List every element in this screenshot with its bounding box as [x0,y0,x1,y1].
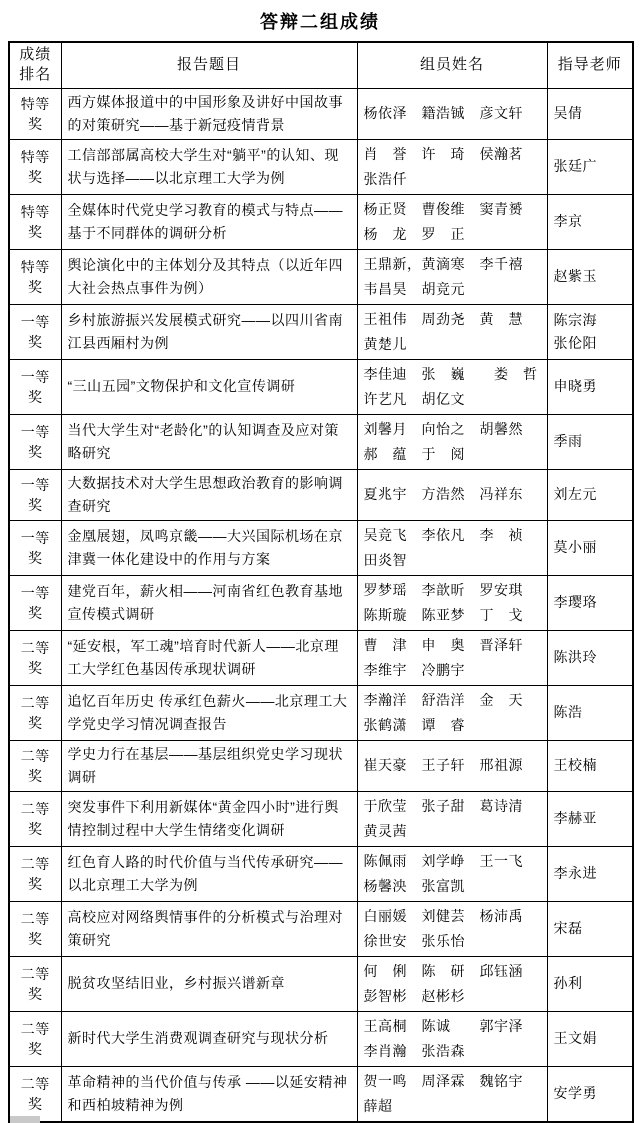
report-title-cell [61,575,357,630]
table-row [9,520,633,575]
report-title-text: 突发事件下利用新媒体“黄金四小时”进行舆情控制过程中大学生情绪变化调研 [67,798,339,838]
member-line: 田炎智 [363,551,407,568]
members-cell [357,1066,547,1122]
report-title-cell [61,414,357,469]
member-line: 王高桐 陈诚 郭宇泽 [363,1017,523,1034]
report-title-cell [61,630,357,685]
report-title-text: 乡村旅游振兴发展模式研究——以四川省南江县西厢村为例 [67,311,343,351]
report-title-cell [61,740,357,791]
table-row [9,791,633,846]
table-row [9,575,633,630]
report-title-text: 高校应对网络舆情事件的分析模式与治理对策研究 [67,908,343,948]
member-line: 吴竞飞 李依凡 李 祯 [363,526,523,543]
col-header-members: 组员姓名 [357,42,547,88]
advisor-cell [547,359,633,414]
advisor-cell [547,791,633,846]
member-line: 夏兆宇 方浩然 冯祥东 [363,486,523,502]
member-line: 薛超 [363,1097,393,1114]
rank-cell: 二等奖 [9,1066,61,1122]
member-line: 曹 津 申 奥 晋泽轩 [363,636,523,653]
advisor-cell [547,88,633,139]
members-cell [357,194,547,249]
member-line: 李佳迪 张 巍 娄 哲 [363,365,538,382]
advisor-cell [547,1011,633,1066]
table-row [9,359,633,414]
advisor-line: 宋磊 [553,920,583,936]
table-row [9,304,633,359]
member-line: 陈佩雨 刘学峥 王一飞 [363,852,523,869]
table-row [9,88,633,139]
member-line: 李维宇 冷鹏宇 [363,661,465,678]
advisor-cell [547,685,633,740]
advisor-cell [547,846,633,901]
member-line: 刘馨月 向怡之 胡馨然 [363,420,523,437]
results-table [8,41,634,1123]
advisor-line: 陈洪玲 [553,649,597,665]
members-cell [357,359,547,414]
table-row [9,194,633,249]
members-cell [357,469,547,520]
table-body [9,88,633,1122]
table-row [9,901,633,956]
rank-cell: 特等奖 [9,139,61,194]
advisor-cell [547,139,633,194]
advisor-line: 王文娟 [553,1030,597,1046]
report-title-text: 舆论演化中的主体划分及其特点（以近年四大社会热点事件为例） [67,256,343,296]
report-title-cell [61,1011,357,1066]
table-row [9,469,633,520]
members-cell [357,791,547,846]
report-title-cell [61,901,357,956]
members-cell [357,630,547,685]
members-cell [357,740,547,791]
advisor-line: 刘左元 [553,486,597,502]
advisor-cell [547,249,633,304]
advisor-cell [547,575,633,630]
rank-cell: 一等奖 [9,469,61,520]
rank-cell: 一等奖 [9,414,61,469]
page-title: 答辩二组成绩 [260,12,380,32]
members-cell [357,520,547,575]
members-cell [357,685,547,740]
member-line: 崔天豪 王子轩 邢祖源 [363,757,523,773]
rank-cell: 特等奖 [9,88,61,139]
advisor-line: 张廷广 [553,158,597,174]
advisor-line: 张伦阳 [553,334,597,351]
member-line: 韦昌昊 胡竞元 [363,280,465,297]
report-title-cell [61,1066,357,1122]
report-title-text: 新时代大学生消费观调查研究与现状分析 [67,1030,329,1046]
members-cell [357,846,547,901]
rank-cell: 二等奖 [9,791,61,846]
table-row [9,685,633,740]
advisor-cell [547,1066,633,1122]
member-line: 张浩仟 [363,170,407,187]
col-header-advisor: 指导老师 [547,42,633,88]
report-title-text: 当代大学生对“老龄化”的认知调查及应对策略研究 [67,421,339,461]
advisor-cell [547,520,633,575]
col-header-report-title: 报告题目 [61,42,357,88]
report-title-cell [61,249,357,304]
report-title-text: 追忆百年历史 传承红色薪火——北京理工大学党史学习情况调查报告 [67,692,348,732]
member-line: 许艺凡 胡亿文 [363,390,465,407]
member-line: 李瀚洋 舒浩洋 金 天 [363,691,523,708]
report-title-text: 西方媒体报道中的中国形象及讲好中国故事的对策研究——基于新冠疫情背景 [67,93,343,133]
members-cell [357,88,547,139]
report-title-text: 学史力行在基层——基层组织党史学习现状调研 [67,745,343,785]
member-line: 陈斯璇 陈亚梦 丁 戈 [363,606,523,623]
member-line: 何 俐 陈 研 邱钰涵 [363,962,523,979]
member-line: 李肖瀚 张浩森 [363,1042,465,1059]
report-title-cell [61,791,357,846]
report-title-cell [61,304,357,359]
table-row [9,740,633,791]
rank-cell: 一等奖 [9,520,61,575]
report-title-text: 红色育人路的时代价值与当代传承研究——以北京理工大学为例 [67,853,343,893]
rank-cell: 一等奖 [9,575,61,630]
members-cell [357,1011,547,1066]
member-line: 杨正贤 曹俊维 窦青赟 [363,200,523,217]
advisor-cell [547,740,633,791]
table-row [9,249,633,304]
rank-cell: 一等奖 [9,304,61,359]
rank-cell: 二等奖 [9,630,61,685]
report-title-text: 建党百年，薪火相——河南省红色教育基地宣传模式调研 [67,582,343,622]
rank-cell: 二等奖 [9,740,61,791]
rank-cell: 特等奖 [9,194,61,249]
member-line: 罗梦瑶 李歆昕 罗安琪 [363,581,523,598]
advisor-line: 李京 [553,213,583,229]
rank-cell: 二等奖 [9,846,61,901]
rank-cell: 一等奖 [9,359,61,414]
member-line: 贺一鸣 周泽霖 魏铭宇 [363,1072,523,1089]
table-row [9,414,633,469]
col-header-rank: 成绩排名 [9,42,61,88]
member-line: 杨馨泱 张富凯 [363,877,465,894]
scan-artifact [10,1116,40,1123]
report-title-cell [61,359,357,414]
advisor-line: 赵紫玉 [553,268,597,284]
advisor-line: 李璎珞 [553,594,597,610]
advisor-cell [547,901,633,956]
header-row [9,42,633,88]
rank-cell: 二等奖 [9,685,61,740]
report-title-text: 全媒体时代党史学习教育的模式与特点——基于不同群体的调研分析 [67,201,343,241]
advisor-cell [547,194,633,249]
member-line: 徐世安 张乐怡 [363,932,465,949]
report-title-text: 金凰展翅，凤鸣京畿——大兴国际机场在京津冀一体化建设中的作用与方案 [67,527,343,567]
advisor-line: 季雨 [553,433,583,449]
advisor-line: 李赫亚 [553,810,597,826]
member-line: 王鼎新，黄滴寒 李千禧 [363,255,523,272]
member-line: 肖 誉 许 琦 侯瀚茗 [363,145,523,162]
advisor-line: 陈宗海 [553,311,597,328]
table-row [9,139,633,194]
advisor-line: 安学勇 [553,1085,597,1101]
members-cell [357,304,547,359]
member-line: 郝 蕴 于 阅 [363,445,465,462]
advisor-line: 王校楠 [553,757,597,773]
advisor-cell [547,469,633,520]
rank-cell: 二等奖 [9,956,61,1011]
advisor-cell [547,956,633,1011]
report-title-cell [61,88,357,139]
advisor-line: 申晓勇 [553,378,597,394]
table-row [9,1066,633,1122]
rank-cell: 二等奖 [9,1011,61,1066]
advisor-cell [547,304,633,359]
member-line: 于欣莹 张子甜 葛诗清 [363,797,523,814]
members-cell [357,901,547,956]
members-cell [357,956,547,1011]
advisor-line: 莫小丽 [553,539,597,555]
members-cell [357,575,547,630]
report-title-cell [61,469,357,520]
report-title-text: “三山五园”文物保护和文化宣传调研 [67,378,296,394]
members-cell [357,414,547,469]
table-row [9,1011,633,1066]
report-title-cell [61,685,357,740]
member-line: 白丽媛 刘健芸 杨沛禹 [363,907,523,924]
table-header [9,42,633,88]
advisor-line: 吴倩 [553,105,583,121]
member-line: 黄楚儿 [363,335,407,352]
member-line: 张鹤潇 谭 睿 [363,716,465,733]
advisor-line: 陈浩 [553,704,583,720]
report-title-cell [61,520,357,575]
member-line: 彭智彬 赵彬杉 [363,987,465,1004]
report-title-text: 大数据技术对大学生思想政治教育的影响调查研究 [67,474,343,514]
rank-cell: 特等奖 [9,249,61,304]
advisor-cell [547,414,633,469]
report-title-cell [61,956,357,1011]
member-line: 王祖伟 周劲尧 黄 慧 [363,310,523,327]
member-line: 杨依泽 籍浩铖 彦文轩 [363,105,523,121]
rank-cell: 二等奖 [9,901,61,956]
table-row [9,630,633,685]
members-cell [357,249,547,304]
report-title-text: 工信部部属高校大学生对“躺平”的认知、现状与选择——以北京理工大学为例 [67,146,339,186]
table-row [9,846,633,901]
report-title-cell [61,139,357,194]
report-title-text: “延安根，军工魂”培育时代新人——北京理工大学红色基因传承现状调研 [67,637,339,677]
advisor-line: 李永进 [553,865,597,881]
member-line: 黄灵茜 [363,822,407,839]
member-line: 杨 龙 罗 正 [363,225,465,242]
members-cell [357,139,547,194]
report-title-text: 脱贫攻坚结旧业，乡村振兴谱新章 [67,975,285,991]
report-title-cell [61,194,357,249]
advisor-cell [547,630,633,685]
report-title-text: 革命精神的当代价值与传承 ——以延安精神和西柏坡精神为例 [67,1073,348,1113]
advisor-line: 孙利 [553,975,583,991]
report-title-cell [61,846,357,901]
table-row [9,956,633,1011]
